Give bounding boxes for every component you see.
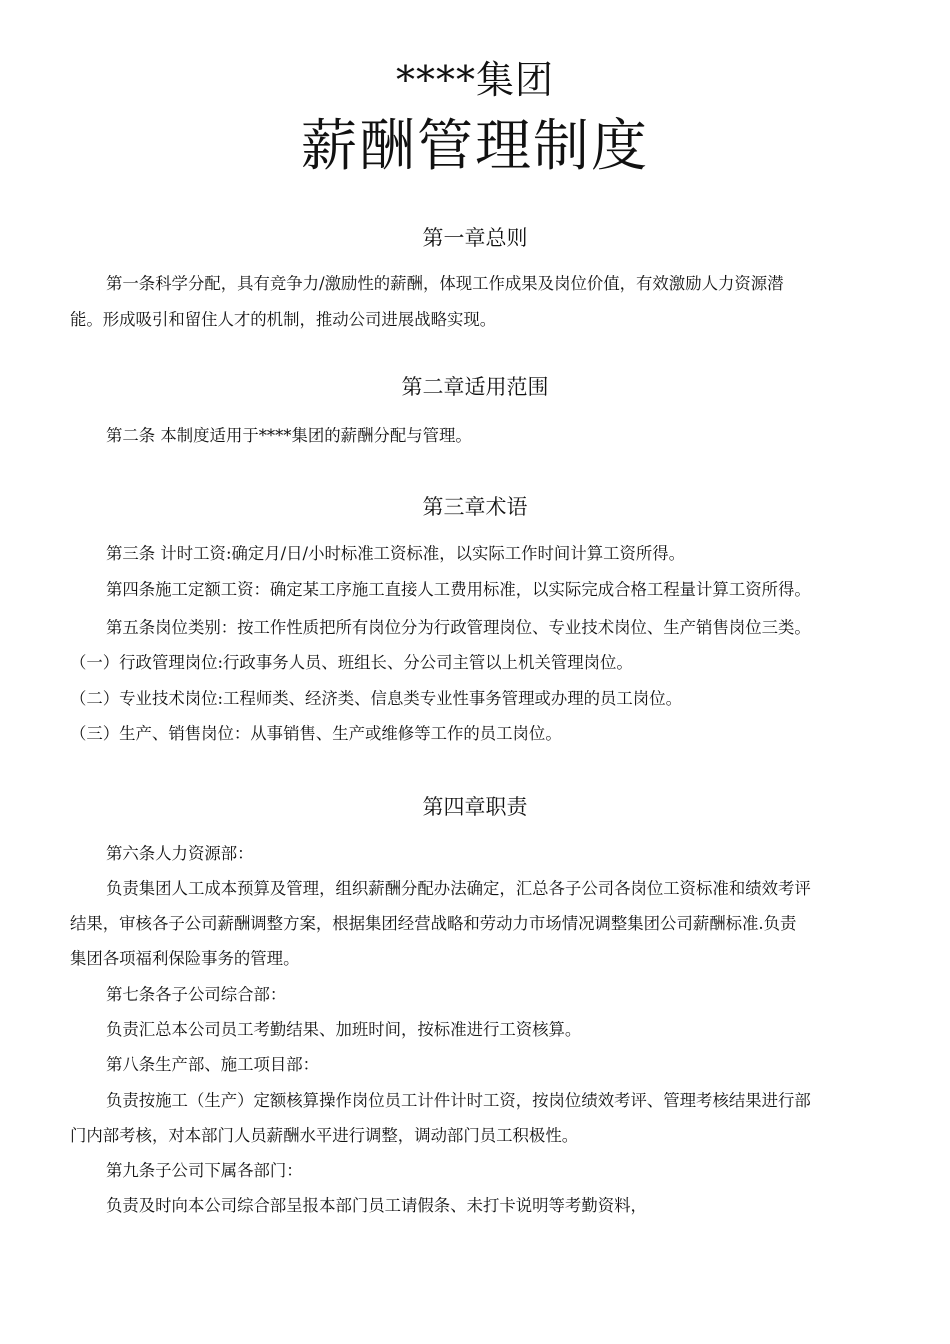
paragraph-line: 第九条子公司下属各部门：: [106, 1161, 303, 1180]
paragraph-line: （三）生产、销售岗位：从事销售、生产或维修等工作的员工岗位。: [70, 724, 562, 743]
paragraph-line: 第五条岗位类别：按工作性质把所有岗位分为行政管理岗位、专业技术岗位、生产销售岗位三类。: [106, 618, 811, 637]
paragraph-line: 第四条施工定额工资：确定某工序施工直接人工费用标准，以实际完成合格工程量计算工资所得。: [106, 580, 811, 599]
paragraph-line: 结果，审核各子公司薪酬调整方案，根据集团经营战略和劳动力市场情况调整集团公司薪酬标准.负责: [70, 914, 797, 933]
chapter-heading-3: 第三章术语: [422, 495, 528, 519]
paragraph-line: 负责集团人工成本预算及管理，组织薪酬分配办法确定，汇总各子公司各岗位工资标准和绩效考评: [106, 879, 811, 898]
paragraph-line: （二）专业技术岗位:工程师类、经济类、信息类专业性事务管理或办理的员工岗位。: [70, 689, 682, 708]
paragraph-line: 负责按施工（生产）定额核算操作岗位员工计件计时工资，按岗位绩效考评、管理考核结果进行部: [106, 1091, 811, 1110]
paragraph-line: 集团各项福利保险事务的管理。: [70, 949, 300, 968]
paragraph-line: 门内部考核，对本部门人员薪酬水平进行调整，调动部门员工积极性。: [70, 1126, 579, 1145]
chapter-heading-1: 第一章总则: [422, 226, 528, 250]
paragraph-line: 第六条人力资源部：: [106, 844, 254, 863]
paragraph-line: 第七条各子公司综合部：: [106, 985, 287, 1004]
paragraph-line: 第八条生产部、施工项目部：: [106, 1055, 320, 1074]
paragraph-line: 负责及时向本公司综合部呈报本部门员工请假条、未打卡说明等考勤资料，: [106, 1196, 647, 1215]
company-name: ****集团: [395, 58, 554, 102]
paragraph-line: 第一条科学分配，具有竞争力/激励性的薪酬，体现工作成果及岗位价值，有效激励人力资源潜: [106, 274, 784, 293]
paragraph-line: （一）行政管理岗位:行政事务人员、班组长、分公司主管以上机关管理岗位。: [70, 653, 633, 672]
chapter-heading-2: 第二章适用范围: [401, 375, 549, 399]
document-title: 薪酬管理制度: [301, 114, 649, 179]
paragraph-line: 第三条 计时工资:确定月/日/小时标准工资标准，以实际工作时间计算工资所得。: [106, 544, 686, 563]
paragraph-line: 能。形成吸引和留住人才的机制，推动公司进展战略实现。: [70, 310, 497, 329]
paragraph-line: 第二条 本制度适用于****集团的薪酬分配与管理。: [106, 426, 472, 445]
paragraph-line: 负责汇总本公司员工考勤结果、加班时间，按标准进行工资核算。: [106, 1020, 582, 1039]
chapter-heading-4: 第四章职责: [422, 795, 528, 819]
